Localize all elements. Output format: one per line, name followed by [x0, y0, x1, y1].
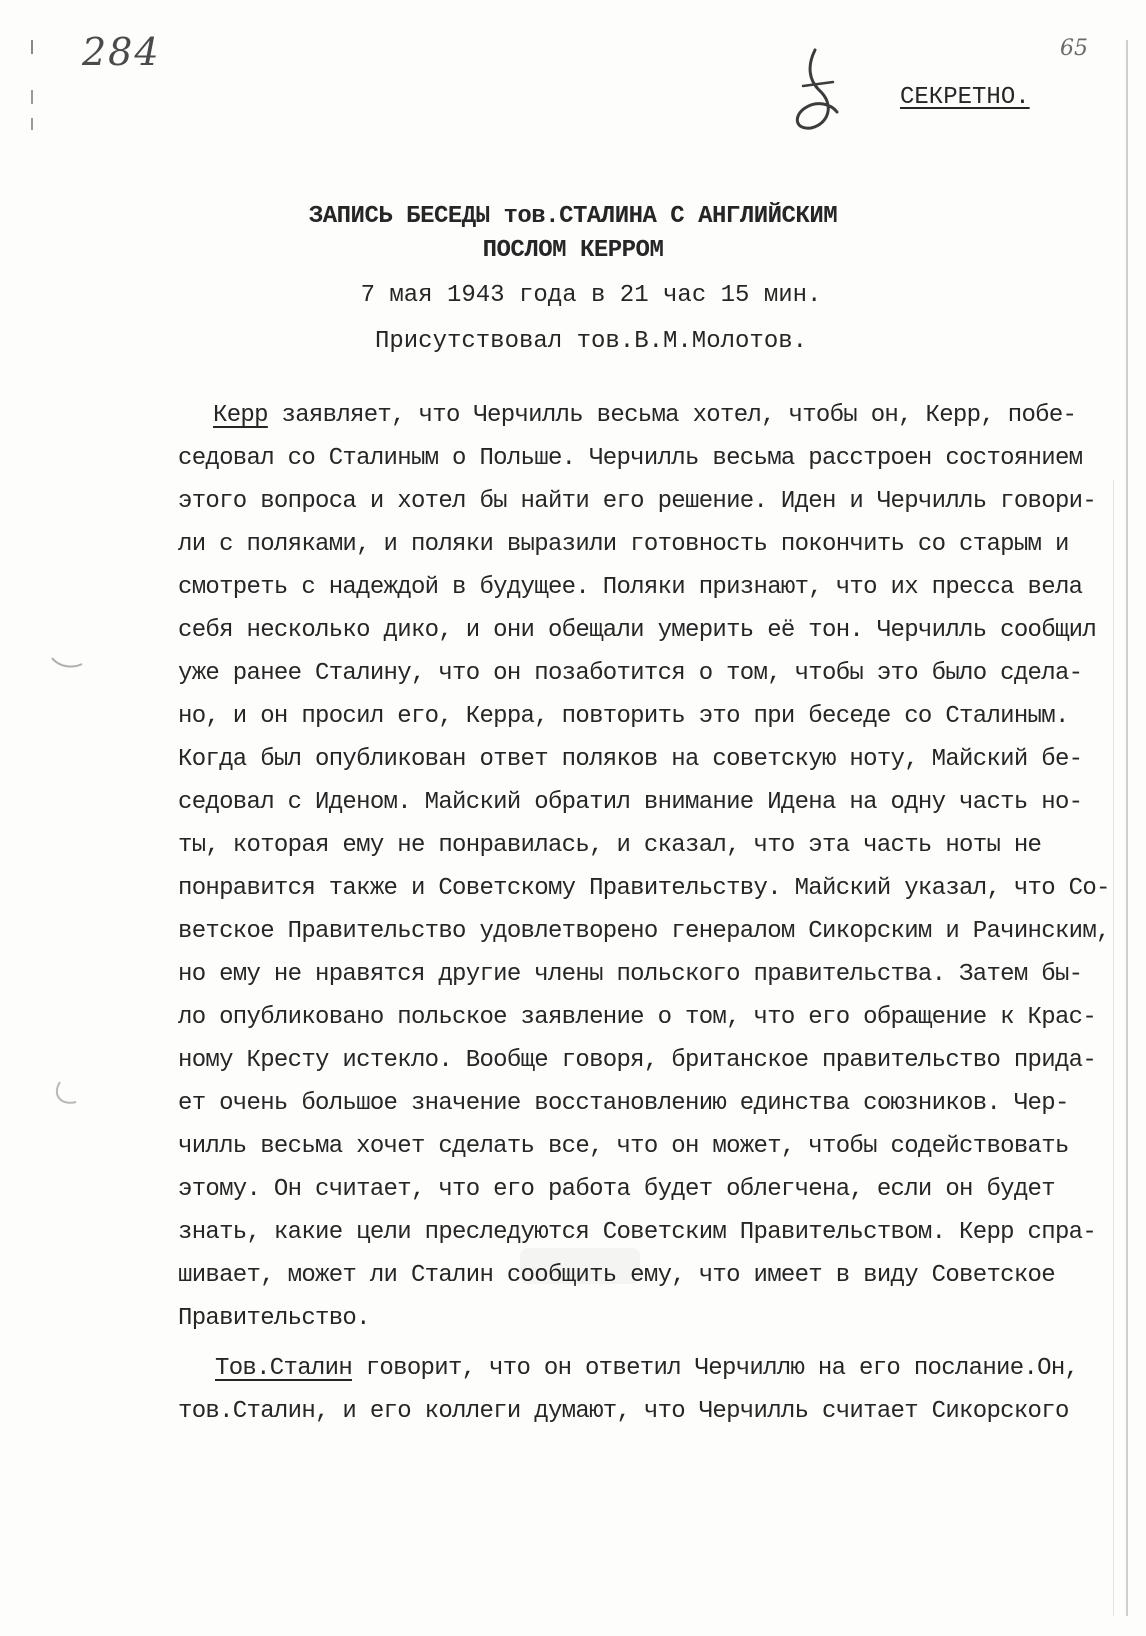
paragraph-line: седовал с Иденом. Майский обратил внимание Идена на одну часть но- [178, 789, 1083, 816]
paragraph-line: знать, какие цели преследуются Советским Правительством. Керр спра- [178, 1219, 1097, 1246]
paragraph-line: шивает, может ли Сталин сообщить ему, что имеет в виду Советское [178, 1262, 1055, 1289]
paragraph-line: седовал со Сталиным о Польше. Черчилль весьма расстроен состоянием [178, 445, 1083, 472]
paragraph-line: ет очень большое значение восстановлению единства союзников. Чер- [178, 1090, 1069, 1117]
handwritten-mark [785, 46, 845, 136]
paragraph-line: Тов.Сталин говорит, что он ответил Черчиллю на его послание.Он, [215, 1355, 1079, 1382]
paragraph-line: но ему не нравятся другие члены польского правительства. Затем бы- [178, 961, 1083, 988]
binder-hole-mark [50, 654, 90, 674]
binder-hole-mark [50, 1080, 90, 1110]
handwritten-folio-left: 284 [82, 30, 161, 74]
paragraph-line: ло опубликовано польское заявление о том, что его обращение к Крас- [178, 1004, 1097, 1031]
attendees-line: Присутствовал тов.В.М.Молотов. [374, 328, 808, 355]
paragraph-line: уже ранее Сталину, что он позаботится о том, чтобы это было сдела- [178, 660, 1083, 687]
paragraph-line: ветское Правительство удовлетворено генералом Сикорским и Рачинским, [178, 918, 1110, 945]
speaker-name: Тов.Сталин [215, 1355, 353, 1382]
paragraph-line: чилль весьма хочет сделать все, что он может, чтобы содействовать [178, 1133, 1069, 1160]
paragraph-line: понравится также и Советскому Правительству. Майский указал, что Со- [178, 875, 1110, 902]
paragraph-line: этого вопроса и хотел бы найти его решение. Иден и Черчилль говори- [178, 488, 1097, 515]
paragraph-line: Когда был опубликован ответ поляков на советскую ноту, Майский бе- [178, 746, 1083, 773]
handwritten-folio-right: 65 [1060, 36, 1088, 61]
document-title-line1: ЗАПИСЬ БЕСЕДЫ тов.СТАЛИНА С АНГЛИЙСКИМ [308, 203, 838, 230]
paragraph-line: Керр заявляет, что Черчилль весьма хотел, чтобы он, Керр, побе- [213, 402, 1077, 429]
page-edge-shadow [1126, 40, 1128, 1616]
paragraph-line: Правительство. [178, 1305, 370, 1332]
meeting-datetime: 7 мая 1943 года в 21 час 15 мин. [360, 282, 822, 309]
paragraph-line: смотреть с надеждой в будущее. Поляки признают, что их пресса вела [178, 574, 1083, 601]
paragraph-line: ты, которая ему не понравилась, и сказал, что эта часть ноты не [178, 832, 1042, 859]
paragraph-line: ному Кресту истекло. Вообще говоря, британское правительство прида- [178, 1047, 1097, 1074]
faint-stamp [520, 1248, 640, 1284]
paragraph-line: себя несколько дико, и они обещали умерить её тон. Черчилль сообщил [178, 617, 1097, 644]
paragraph-line: этому. Он считает, что его работа будет облегчена, если он будет [178, 1176, 1055, 1203]
classification-stamp: СЕКРЕТНО. [900, 84, 1030, 111]
paragraph-line: ли с поляками, и поляки выразили готовность покончить со старым и [178, 531, 1069, 558]
speaker-name: Керр [213, 402, 268, 429]
paragraph-line: тов.Сталин, и его коллеги думают, что Черчилль считает Сикорского [178, 1398, 1069, 1425]
page-edge-shadow-inner [1113, 480, 1114, 1616]
margin-marks [18, 30, 58, 150]
document-title-line2: ПОСЛОМ КЕРРОМ [482, 237, 664, 264]
paragraph-line: но, и он просил его, Керра, повторить это при беседе со Сталиным. [178, 703, 1069, 730]
